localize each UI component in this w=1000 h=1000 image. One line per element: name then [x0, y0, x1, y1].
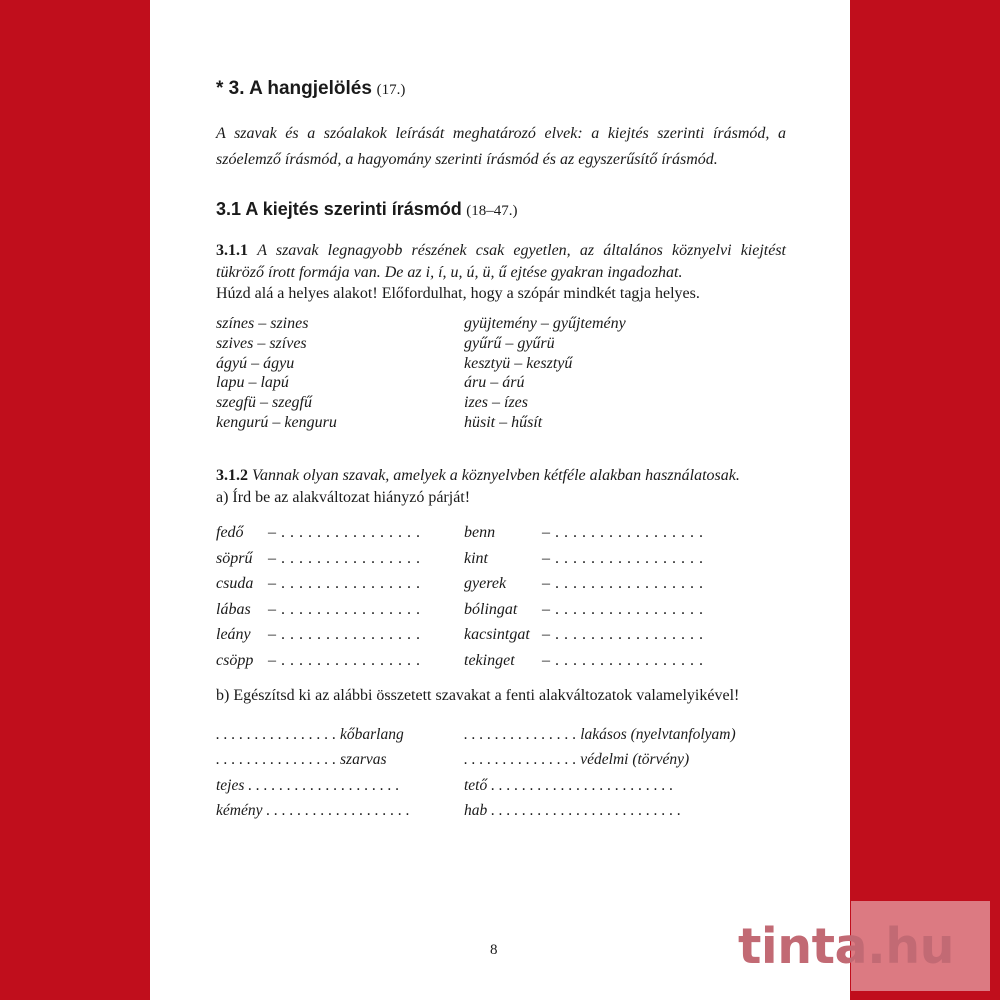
answer-blank[interactable]: – . . . . . . . . . . . . . . . . — [268, 626, 421, 644]
word-pair[interactable]: ágyú – ágyu — [216, 354, 295, 372]
word-pair[interactable]: áru – árú — [464, 374, 525, 392]
compound-fill[interactable]: . . . . . . . . . . . . . . . . kőbarlang — [216, 726, 404, 743]
word-pair[interactable]: gyüjtemény – gyűjtemény — [464, 315, 626, 332]
variant-word: kacsintgat — [464, 626, 530, 644]
exercise-part-b: b) Egészítsd ki az alábbi összetett szavakat a fenti alakváltozatok valamelyikével! — [216, 687, 740, 704]
variant-word: bólingat — [464, 600, 518, 618]
variant-word: lábas — [216, 600, 251, 618]
answer-blank[interactable]: – . . . . . . . . . . . . . . . . — [268, 651, 421, 669]
answer-blank[interactable]: – . . . . . . . . . . . . . . . . — [268, 600, 421, 618]
answer-blank[interactable]: – . . . . . . . . . . . . . . . . — [268, 524, 421, 541]
variant-word: kint — [464, 549, 488, 567]
word-pair[interactable]: szives – szíves — [216, 334, 307, 352]
compound-list-right — [464, 726, 736, 828]
variant-word: benn — [464, 524, 496, 541]
variant-word: fedő — [216, 524, 244, 541]
compound-fill[interactable]: tejes . . . . . . . . . . . . . . . . . . . . — [216, 776, 400, 794]
answer-blank[interactable]: – . . . . . . . . . . . . . . . . . — [542, 549, 704, 567]
word-pair[interactable]: hüsit – hűsít — [464, 413, 543, 431]
answer-blank[interactable]: – . . . . . . . . . . . . . . . . . — [542, 626, 704, 644]
chapter-heading — [216, 78, 405, 100]
word-pairs-left — [216, 314, 337, 433]
exercise-311-text — [216, 240, 786, 305]
answer-blank[interactable]: – . . . . . . . . . . . . . . . . — [268, 549, 421, 567]
word-pair[interactable]: színes – szines — [216, 315, 309, 332]
answer-blank[interactable]: – . . . . . . . . . . . . . . . . . — [542, 524, 704, 541]
page-number: 8 — [490, 942, 498, 958]
compound-fill[interactable]: . . . . . . . . . . . . . . . lakásos (nyelvtanfolyam) — [464, 726, 736, 743]
word-pair[interactable]: gyűrű – gyűrü — [464, 334, 555, 352]
chapter-ref: (17.) — [376, 82, 406, 98]
exercise-instruction: Húzd alá a helyes alakot! Előfordulhat, hogy a szópár mindkét tagja helyes. — [216, 285, 700, 302]
chapter-title: * 3. A hangjelölés — [216, 78, 372, 99]
exercise-number: 3.1.2 — [216, 467, 248, 484]
intro-paragraph: A szavak és a szóalakok leírását meghatározó elvek: a kiejtés szerinti írásmód, a szóelemző írásmód, a hagyomány szerinti írásmód és az egyszerűsítő írásmód. — [216, 125, 786, 168]
exercise-number: 3.1.1 — [216, 242, 248, 259]
answer-blank[interactable]: – . . . . . . . . . . . . . . . . . — [542, 651, 704, 669]
exercise-312-text — [216, 465, 786, 508]
compound-fill[interactable]: kémény . . . . . . . . . . . . . . . . . . . — [216, 802, 410, 820]
compound-fill[interactable]: tető . . . . . . . . . . . . . . . . . . . . . . . . — [464, 776, 674, 794]
variant-word: gyerek — [464, 575, 507, 593]
word-pairs-right — [464, 314, 626, 433]
answer-blank[interactable]: – . . . . . . . . . . . . . . . . . — [542, 575, 704, 593]
compound-fill[interactable]: . . . . . . . . . . . . . . . . szarvas — [216, 751, 387, 769]
exercise-description: A szavak legnagyobb részének csak egyetlen, az általános köznyelvi kiejtést tükröző írott formája van. De az i, í, u, ú, ü, ű ejtése gyakran ingadozhat. — [216, 242, 787, 281]
variant-word: csöpp — [216, 651, 254, 669]
section-heading — [216, 199, 518, 220]
watermark-logo: tinta.hu — [738, 918, 954, 975]
compound-list-left — [216, 726, 410, 828]
variant-word: tekinget — [464, 651, 515, 669]
exercise-part-a: a) Írd be az alakváltozat hiányzó párját! — [216, 488, 471, 506]
word-pair[interactable]: kengurú – kenguru — [216, 413, 337, 431]
variant-list-right — [464, 524, 704, 678]
variant-word: söprű — [216, 549, 253, 567]
answer-blank[interactable]: – . . . . . . . . . . . . . . . . — [268, 575, 421, 593]
compound-fill[interactable]: hab . . . . . . . . . . . . . . . . . . . . . . . . . — [464, 802, 681, 820]
variant-word: csuda — [216, 575, 254, 593]
exercise-description: Vannak olyan szavak, amelyek a köznyelvben kétféle alakban használatosak. — [252, 467, 740, 484]
compound-fill[interactable]: . . . . . . . . . . . . . . . védelmi (törvény) — [464, 751, 690, 769]
section-title: 3.1 A kiejtés szerinti írásmód — [216, 199, 462, 219]
word-pair[interactable]: kesztyü – kesztyű — [464, 354, 573, 372]
word-pair[interactable]: lapu – lapú — [216, 374, 289, 392]
word-pair[interactable]: izes – ízes — [464, 394, 528, 412]
section-ref: (18–47.) — [466, 203, 518, 219]
word-pair[interactable]: szegfü – szegfű — [216, 394, 312, 412]
variant-list-left — [216, 524, 421, 678]
book-page — [150, 0, 850, 1000]
variant-word: leány — [216, 626, 251, 644]
answer-blank[interactable]: – . . . . . . . . . . . . . . . . . — [542, 600, 704, 618]
